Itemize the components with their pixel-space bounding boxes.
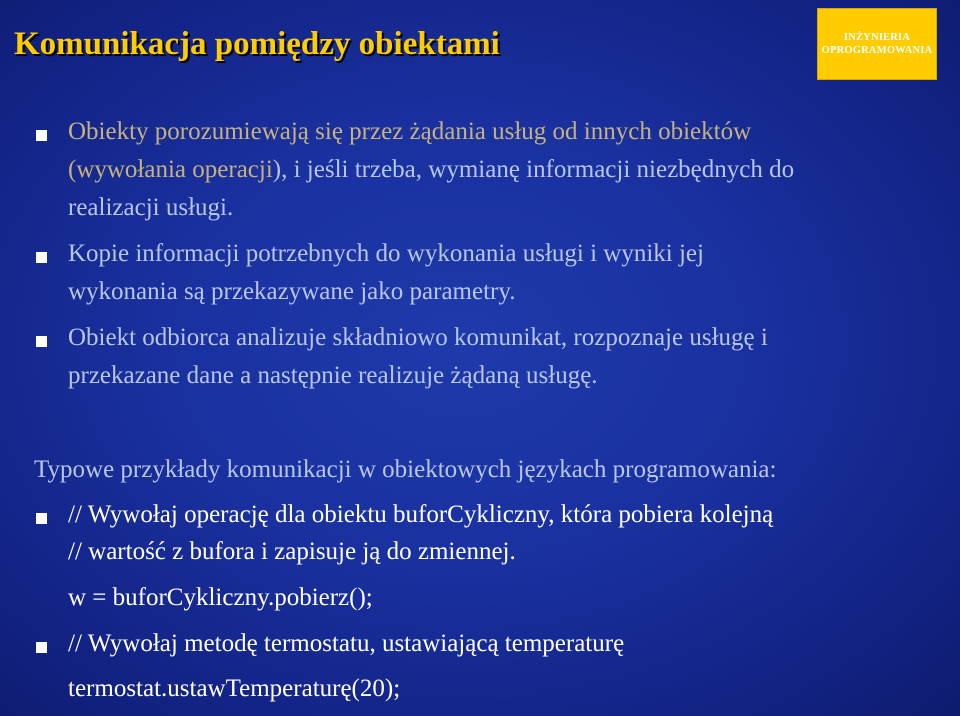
bullet-square-icon — [36, 642, 47, 653]
bullet-1-line-1 — [68, 118, 751, 146]
bullet-3-line-2: przekazane dane a następnie realizuje żądaną usługę. — [68, 362, 598, 389]
bullet-1-line-3: realizacji usługi. — [68, 194, 234, 221]
logo-line-1: INŻYNIERIA — [843, 32, 911, 43]
examples-heading: Typowe przykłady komunikacji w obiektowych językach programowania: — [34, 456, 777, 483]
bullet-1-rest-text: ), i jeśli trzeba, wymianę informacji niezbędnych do — [272, 156, 795, 183]
slide-title: Komunikacja pomiędzy obiektami — [14, 26, 500, 62]
example-2-comment-line-1: // Wywołaj metodę termostatu, ustawiającą temperaturę — [68, 630, 625, 657]
bullet-3-line-1: Obiekt odbiorca analizuje składniowo komunikat, rozpoznaje usługę i — [68, 324, 768, 351]
bullet-1-highlight-text: (wywołania operacji — [68, 156, 273, 183]
example-2-code: termostat.ustawTemperaturę(20); — [68, 675, 401, 702]
logo-line-2: OPROGRAMOWANIA — [821, 45, 933, 56]
bullet-square-icon — [36, 513, 47, 524]
bullet-2-line-1: Kopie informacji potrzebnych do wykonania usługi i wyniki jej — [68, 240, 704, 267]
bullet-1-line-1-text: Obiekty porozumiewają się przez żądania usług od innych obiektów — [68, 118, 752, 145]
bullet-square-icon — [36, 130, 47, 141]
bullet-2-line-2: wykonania są przekazywane jako parametry. — [68, 278, 516, 305]
example-1-comment-line-1: // Wywołaj operację dla obiektu buforCykliczny, która pobiera kolejną — [68, 501, 774, 528]
bullet-square-icon — [36, 336, 47, 347]
course-logo — [817, 8, 937, 80]
example-1-comment-line-2: // wartość z bufora i zapisuje ją do zmiennej. — [68, 538, 516, 565]
bullet-square-icon — [36, 252, 47, 263]
example-1-code: w = buforCykliczny.pobierz(); — [68, 584, 373, 611]
bullet-1-line-2 — [68, 156, 794, 184]
